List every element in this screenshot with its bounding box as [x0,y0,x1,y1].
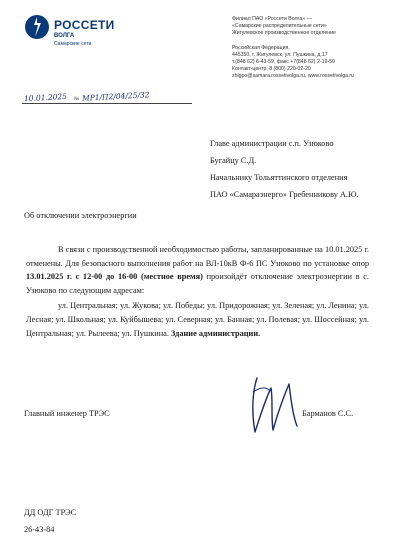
registration-date: 10.01.2025 [23,91,68,104]
addressee-block [210,135,359,203]
sender-line: Жигулевское производственное отделение [232,30,336,36]
addressee-line: Начальнику Тольяттинского отделения [210,173,348,182]
admin-building: Здание администрации. [170,328,261,338]
signatory-title: Главный инженер ТРЭС [24,409,110,418]
addressee-line: ПАО «Самараэнерго» Гребенникову А.Ю. [210,190,359,199]
letter-subject: Об отключении электроэнергии [24,211,137,220]
logo-branch: Самарские сети [54,41,92,47]
letter-body [26,243,369,340]
sender-line: Российская Федерация, [232,45,290,51]
registration-line [22,90,192,107]
sender-line: zhigpo@samara.rossetivolga.ru, www.rossetivolga.ru [232,73,355,79]
addressee-line: Главе администрации с.п. Узюково [210,139,334,148]
handwritten-signature [243,370,303,440]
registration-number: МР1/П2/04/25/32 [81,90,150,103]
sender-line: «Самарские распределительные сети» [232,23,327,29]
executor-department: ДД ОДГ ТРЭС [24,508,77,517]
outage-time: 13.01.2025 г. с 12-00 до 16-00 (местное время) [26,272,203,282]
logo-name: РОССЕТИ [54,18,115,32]
executor-phone: 26-43-84 [24,525,55,534]
sender-line: Контакт-центр: 8 (800) 220-02-20 [232,66,311,72]
sender-line: т.(848 62) 6-43-59, факс +7(848 62) 2-19-50 [232,59,335,65]
addressee-line: Бугайцу С.Д. [210,156,257,165]
sender-line: 445350, г. Жигулевск, ул. Пушкина, д.17 [232,52,328,58]
logo-region: ВОЛГА [54,33,75,39]
signatory-name: Барманов С.С. [302,409,354,418]
body-paragraph: В связи с производственной необходимостью работы, запланированные на 10.01.2025 г. отменены. Для безопасного выполнения работ на ВЛ-10кВ Ф-6 ПС Узюково по установке опор 13.01.2025 г. с 12-00 до 16-00 (местное время) произойдёт отключение электроэнергии в с. Узюково по следующим адресам: [26,245,369,295]
sender-block [232,16,392,80]
registration-number-prefix: № [74,96,80,102]
sender-line: Филиал ПАО «Россети Волга» — [232,16,312,22]
street-list: ул. Центральная; ул. Жукова; ул. Победы; ул. Придорожная; ул. Зеленая; ул. Ленина; ул. Лесная; ул. Школьная; ул. Куйбышева; ул. Северная; ул. Банная; ул. Полевая; ул. Шоссейная; ул. Центральная; ул. Рылеева; ул. Пушкина. Здание администрации. [26,301,369,338]
company-logo [24,14,134,54]
rosseti-logo-icon [24,14,50,40]
